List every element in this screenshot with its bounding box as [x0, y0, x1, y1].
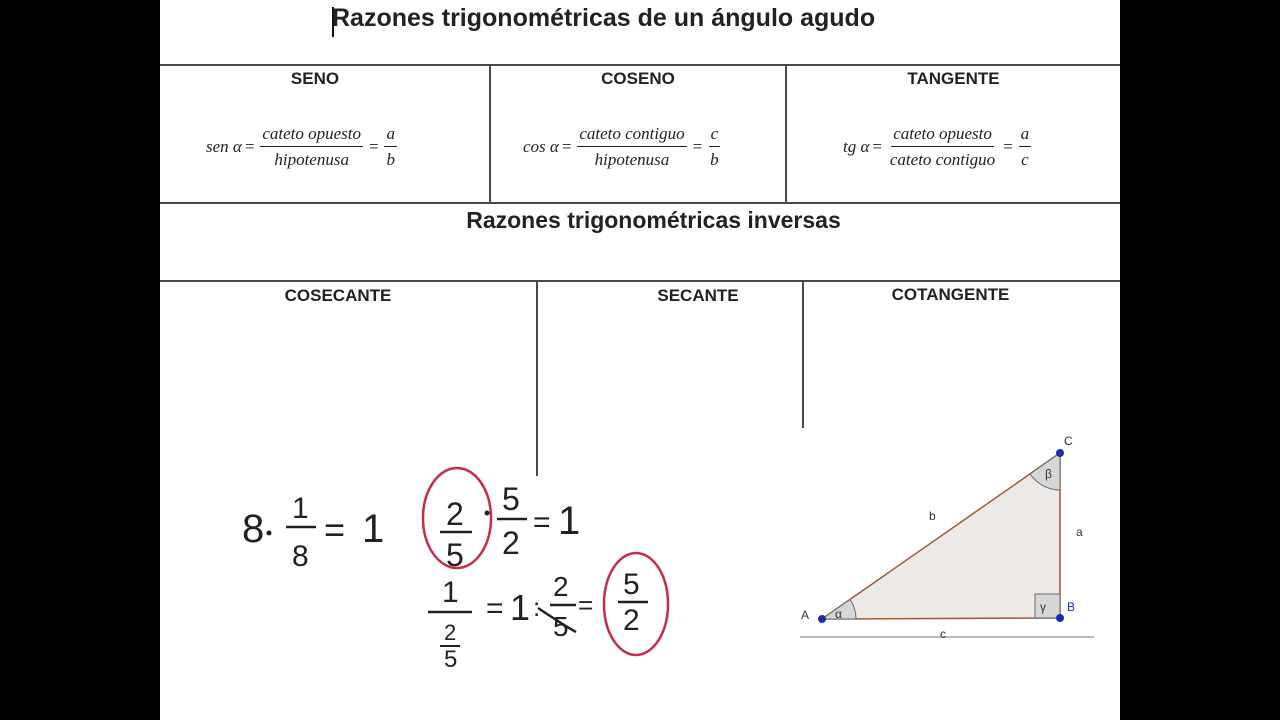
hw-line2-equals: = — [533, 506, 551, 539]
vertex-b-label: B — [1067, 600, 1076, 614]
handwritten-work — [220, 460, 780, 690]
hw-line3-mid: 1 — [510, 587, 531, 628]
side-b-label: b — [929, 509, 936, 523]
hw-line3-div-num: 2 — [553, 571, 569, 602]
table1-bottom-border — [160, 202, 1120, 204]
hw-line3-div-sign: : — [533, 592, 541, 622]
formula-seno: sen α = $\frac{\text{cateto opuesto}}{\text{hipotenusa}}$ = $\frac{a}{b}$ — [206, 124, 395, 169]
vertex-a-point — [818, 615, 826, 623]
formula-coseno: cos α = $\frac{\text{cateto contiguo}}{\text{hipotenusa}}$ = $\frac{c}{b}$ — [523, 124, 719, 169]
angle-beta-label: β — [1045, 467, 1052, 481]
header-tangente: TANGENTE — [907, 69, 1000, 88]
hw-line3-equals2: = — [578, 590, 594, 620]
page-title: Razones trigonométricas de un ángulo agudo — [332, 4, 876, 32]
angle-gamma-square — [1035, 594, 1060, 618]
vertex-c-point — [1056, 449, 1064, 457]
table1-top-border — [160, 64, 1120, 66]
hw-line2-result: 1 — [558, 499, 581, 543]
hw-line3-equals: = — [486, 592, 504, 625]
triangle-shape — [822, 453, 1060, 619]
vertex-b-point — [1056, 614, 1064, 622]
hw-line2-den: 2 — [502, 525, 520, 561]
hw-line1-num: 1 — [292, 492, 309, 525]
angle-alpha-label: α — [835, 607, 842, 621]
hw-line2-circled-num: 2 — [446, 496, 464, 532]
hw-line1-equals: = — [324, 509, 346, 550]
hw-line1-result: 1 — [362, 507, 385, 551]
header-secante: SECANTE — [657, 286, 739, 305]
formula-tangente: tg α = $\frac{\text{cateto opuesto}}{\text{cateto contiguo}}$ = $\frac{a}{c}$ — [843, 124, 1030, 169]
triangle-figure — [792, 428, 1102, 648]
side-a-label: a — [1076, 525, 1083, 539]
side-c-label: c — [940, 627, 946, 641]
header-cotangente: COTANGENTE — [891, 285, 1010, 304]
header-coseno: COSENO — [601, 69, 675, 88]
hw-line1-dot — [267, 531, 272, 536]
section2-title: Razones trigonométricas inversas — [466, 207, 841, 233]
header-cosecante: COSECANTE — [284, 286, 392, 305]
hw-line3-div-den: 5 — [553, 611, 569, 642]
header-seno: SENO — [290, 69, 340, 88]
hw-line3-inner-den: 5 — [444, 646, 458, 673]
vertex-c-label: C — [1064, 434, 1073, 448]
hw-line1-factor: 8 — [242, 507, 265, 551]
hw-line3-num: 1 — [442, 576, 459, 609]
hw-line3-inner-num: 2 — [444, 620, 457, 645]
hw-line1-den: 8 — [292, 540, 309, 573]
hw-line3-res-den: 2 — [623, 604, 640, 637]
angle-gamma-label: γ — [1040, 600, 1046, 614]
hw-line2-num: 5 — [502, 481, 520, 517]
hw-line3-res-num: 5 — [623, 568, 640, 601]
table2-top-border — [160, 280, 1120, 282]
hw-line2-circled-den: 5 — [446, 537, 464, 573]
hw-line2-dot — [485, 511, 490, 516]
vertex-a-label: A — [801, 608, 810, 622]
document-page — [160, 0, 1120, 720]
table2-divider-1 — [536, 281, 538, 476]
